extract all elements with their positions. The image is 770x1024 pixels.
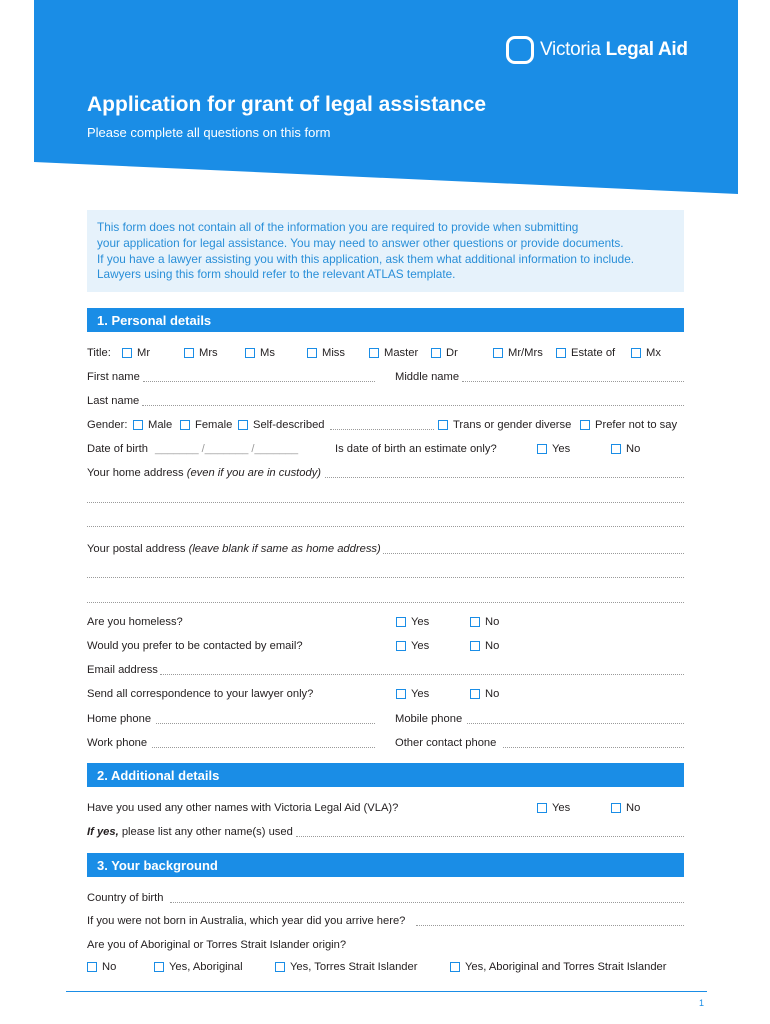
arrival-year-label: If you were not born in Australia, which year did you arrive here? bbox=[87, 915, 406, 927]
dob-estimate-no[interactable] bbox=[611, 442, 640, 456]
list-names-text: please list any other name(s) used bbox=[121, 826, 293, 838]
last-name-field[interactable] bbox=[142, 405, 684, 406]
country-of-birth-field[interactable] bbox=[170, 902, 684, 903]
section-heading-additional-details: 2. Additional details bbox=[87, 763, 684, 787]
postal-address-field-1[interactable] bbox=[383, 553, 684, 554]
homeless-question: Are you homeless? bbox=[87, 616, 183, 628]
checkbox-icon bbox=[631, 348, 641, 358]
checkbox-icon bbox=[470, 617, 480, 627]
lawyer-correspondence-no[interactable] bbox=[470, 687, 499, 701]
option-label: Dr bbox=[446, 347, 458, 359]
option-label: Self-described bbox=[253, 419, 325, 431]
option-label: Mx bbox=[646, 347, 661, 359]
gender-option-female[interactable] bbox=[180, 418, 232, 432]
work-phone-label: Work phone bbox=[87, 737, 148, 749]
option-label: Trans or gender diverse bbox=[453, 419, 572, 431]
option-label: Female bbox=[195, 419, 233, 431]
title-option-miss[interactable] bbox=[307, 346, 345, 360]
checkbox-icon bbox=[438, 420, 448, 430]
title-option-mx[interactable] bbox=[631, 346, 661, 360]
logo-text-regular: Victoria bbox=[540, 39, 601, 60]
other-names-question: Have you used any other names with Victoria Legal Aid (VLA)? bbox=[87, 802, 399, 814]
checkbox-icon bbox=[238, 420, 248, 430]
checkbox-icon bbox=[133, 420, 143, 430]
mobile-phone-field[interactable] bbox=[467, 723, 684, 724]
option-label: Male bbox=[148, 419, 173, 431]
checkbox-icon bbox=[396, 689, 406, 699]
last-name-label: Last name bbox=[87, 395, 140, 407]
option-label: No bbox=[485, 688, 500, 700]
checkbox-icon bbox=[245, 348, 255, 358]
dob-label: Date of birth bbox=[87, 443, 148, 455]
lawyer-correspondence-question: Send all correspondence to your lawyer only? bbox=[87, 688, 314, 700]
checkbox-icon bbox=[470, 641, 480, 651]
title-option-ms[interactable] bbox=[245, 346, 275, 360]
checkbox-icon bbox=[556, 348, 566, 358]
section-heading-personal-details: 1. Personal details bbox=[87, 308, 684, 332]
notice-box bbox=[87, 210, 684, 292]
dob-field[interactable]: _______ /_______ /_______ bbox=[155, 443, 299, 455]
checkbox-icon bbox=[450, 962, 460, 972]
title-option-mr[interactable] bbox=[122, 346, 150, 360]
other-names-field[interactable] bbox=[296, 836, 684, 837]
option-label: No bbox=[626, 443, 641, 455]
origin-option-torres-strait[interactable] bbox=[275, 960, 417, 974]
option-label: Ms bbox=[260, 347, 275, 359]
home-address-field-1[interactable] bbox=[325, 477, 684, 478]
checkbox-icon bbox=[396, 641, 406, 651]
gender-label: Gender: bbox=[87, 419, 128, 431]
checkbox-icon bbox=[154, 962, 164, 972]
option-label: Yes, Aboriginal and Torres Strait Islander bbox=[465, 961, 667, 973]
home-address-label bbox=[87, 466, 321, 480]
option-label: Estate of bbox=[571, 347, 616, 359]
middle-name-label: Middle name bbox=[395, 371, 460, 383]
section-heading-your-background: 3. Your background bbox=[87, 853, 684, 877]
email-contact-question: Would you prefer to be contacted by email? bbox=[87, 640, 303, 652]
home-address-field-3[interactable] bbox=[87, 526, 684, 527]
title-option-estate-of[interactable] bbox=[556, 346, 615, 360]
lawyer-correspondence-yes[interactable] bbox=[396, 687, 429, 701]
dob-estimate-yes[interactable] bbox=[537, 442, 570, 456]
title-option-mrs[interactable] bbox=[184, 346, 218, 360]
title-option-mr-mrs[interactable] bbox=[493, 346, 543, 360]
other-phone-field[interactable] bbox=[503, 747, 684, 748]
checkbox-icon bbox=[307, 348, 317, 358]
option-label: No bbox=[485, 616, 500, 628]
title-label: Title: bbox=[87, 347, 111, 359]
home-phone-field[interactable] bbox=[156, 723, 375, 724]
email-contact-no[interactable] bbox=[470, 639, 499, 653]
other-names-no[interactable] bbox=[611, 801, 640, 815]
option-label: No bbox=[102, 961, 117, 973]
option-label: No bbox=[485, 640, 500, 652]
dob-estimate-question: Is date of birth an estimate only? bbox=[335, 443, 497, 455]
home-address-text: Your home address bbox=[87, 467, 184, 479]
first-name-label: First name bbox=[87, 371, 140, 383]
postal-address-text: Your postal address bbox=[87, 543, 186, 555]
title-option-dr[interactable] bbox=[431, 346, 458, 360]
middle-name-field[interactable] bbox=[462, 381, 684, 382]
logo-text bbox=[540, 39, 688, 61]
checkbox-icon bbox=[470, 689, 480, 699]
origin-question: Are you of Aboriginal or Torres Strait Islander origin? bbox=[87, 939, 347, 951]
option-label: Yes, Aboriginal bbox=[169, 961, 243, 973]
home-address-note: (even if you are in custody) bbox=[186, 467, 322, 479]
notice-line: Lawyers using this form should refer to the relevant ATLAS template. bbox=[97, 267, 456, 282]
origin-option-no[interactable] bbox=[87, 960, 116, 974]
notice-line: This form does not contain all of the information you are required to provide when submitting bbox=[97, 220, 579, 234]
checkbox-icon bbox=[369, 348, 379, 358]
email-contact-yes[interactable] bbox=[396, 639, 429, 653]
checkbox-icon bbox=[611, 444, 621, 454]
homeless-no[interactable] bbox=[470, 615, 499, 629]
option-label: Yes bbox=[552, 443, 571, 455]
postal-address-field-2[interactable] bbox=[87, 577, 684, 578]
checkbox-icon bbox=[611, 803, 621, 813]
checkbox-icon bbox=[431, 348, 441, 358]
notice-line: If you have a lawyer assisting you with this application, ask them what additional information to include. bbox=[97, 251, 635, 266]
option-label: Yes bbox=[552, 802, 571, 814]
checkbox-icon bbox=[180, 420, 190, 430]
option-label: No bbox=[626, 802, 641, 814]
option-label: Mr bbox=[137, 347, 151, 359]
checkbox-icon bbox=[87, 962, 97, 972]
footer-rule bbox=[66, 991, 707, 992]
postal-address-label bbox=[87, 542, 381, 556]
email-address-label: Email address bbox=[87, 664, 158, 676]
option-label: Mr/Mrs bbox=[508, 347, 543, 359]
checkbox-icon bbox=[275, 962, 285, 972]
postal-address-note: (leave blank if same as home address) bbox=[188, 543, 381, 555]
email-address-field[interactable] bbox=[160, 674, 684, 675]
option-label: Yes bbox=[411, 616, 430, 628]
checkbox-icon bbox=[396, 617, 406, 627]
arrival-year-field[interactable] bbox=[416, 925, 684, 926]
page-subtitle: Please complete all questions on this form bbox=[87, 125, 331, 140]
checkbox-icon bbox=[122, 348, 132, 358]
logo-text-bold: Legal Aid bbox=[605, 39, 688, 60]
home-address-field-2[interactable] bbox=[87, 502, 684, 503]
if-yes-text: If yes, bbox=[87, 826, 119, 838]
checkbox-icon bbox=[537, 803, 547, 813]
gender-option-male[interactable] bbox=[133, 418, 172, 432]
self-described-field[interactable] bbox=[330, 429, 434, 430]
home-phone-label: Home phone bbox=[87, 713, 152, 725]
option-label: Miss bbox=[322, 347, 345, 359]
page-number: 1 bbox=[699, 998, 705, 1008]
checkbox-icon bbox=[580, 420, 590, 430]
work-phone-field[interactable] bbox=[152, 747, 375, 748]
gender-option-prefer-not[interactable] bbox=[580, 418, 677, 432]
option-label: Mrs bbox=[199, 347, 218, 359]
option-label: Yes, Torres Strait Islander bbox=[290, 961, 418, 973]
notice-line: your application for legal assistance. You may need to answer other questions or provide documents. bbox=[97, 235, 624, 250]
country-of-birth-label: Country of birth bbox=[87, 892, 164, 904]
gender-option-trans[interactable] bbox=[438, 418, 571, 432]
gender-option-self-described[interactable] bbox=[238, 418, 325, 432]
checkbox-icon bbox=[537, 444, 547, 454]
vla-logo bbox=[506, 36, 688, 64]
option-label: Prefer not to say bbox=[595, 419, 678, 431]
option-label: Yes bbox=[411, 640, 430, 652]
title-option-master[interactable] bbox=[369, 346, 418, 360]
checkbox-icon bbox=[493, 348, 503, 358]
other-phone-label: Other contact phone bbox=[395, 737, 497, 749]
page-title: Application for grant of legal assistance bbox=[87, 93, 487, 116]
homeless-yes[interactable] bbox=[396, 615, 429, 629]
other-names-yes[interactable] bbox=[537, 801, 570, 815]
checkbox-icon bbox=[184, 348, 194, 358]
mobile-phone-label: Mobile phone bbox=[395, 713, 463, 725]
logo-mark-icon bbox=[506, 36, 534, 64]
postal-address-field-3[interactable] bbox=[87, 602, 684, 603]
origin-option-both[interactable] bbox=[450, 960, 667, 974]
option-label: Yes bbox=[411, 688, 430, 700]
option-label: Master bbox=[384, 347, 419, 359]
origin-option-aboriginal[interactable] bbox=[154, 960, 243, 974]
other-names-list-label bbox=[87, 825, 293, 839]
first-name-field[interactable] bbox=[143, 381, 375, 382]
